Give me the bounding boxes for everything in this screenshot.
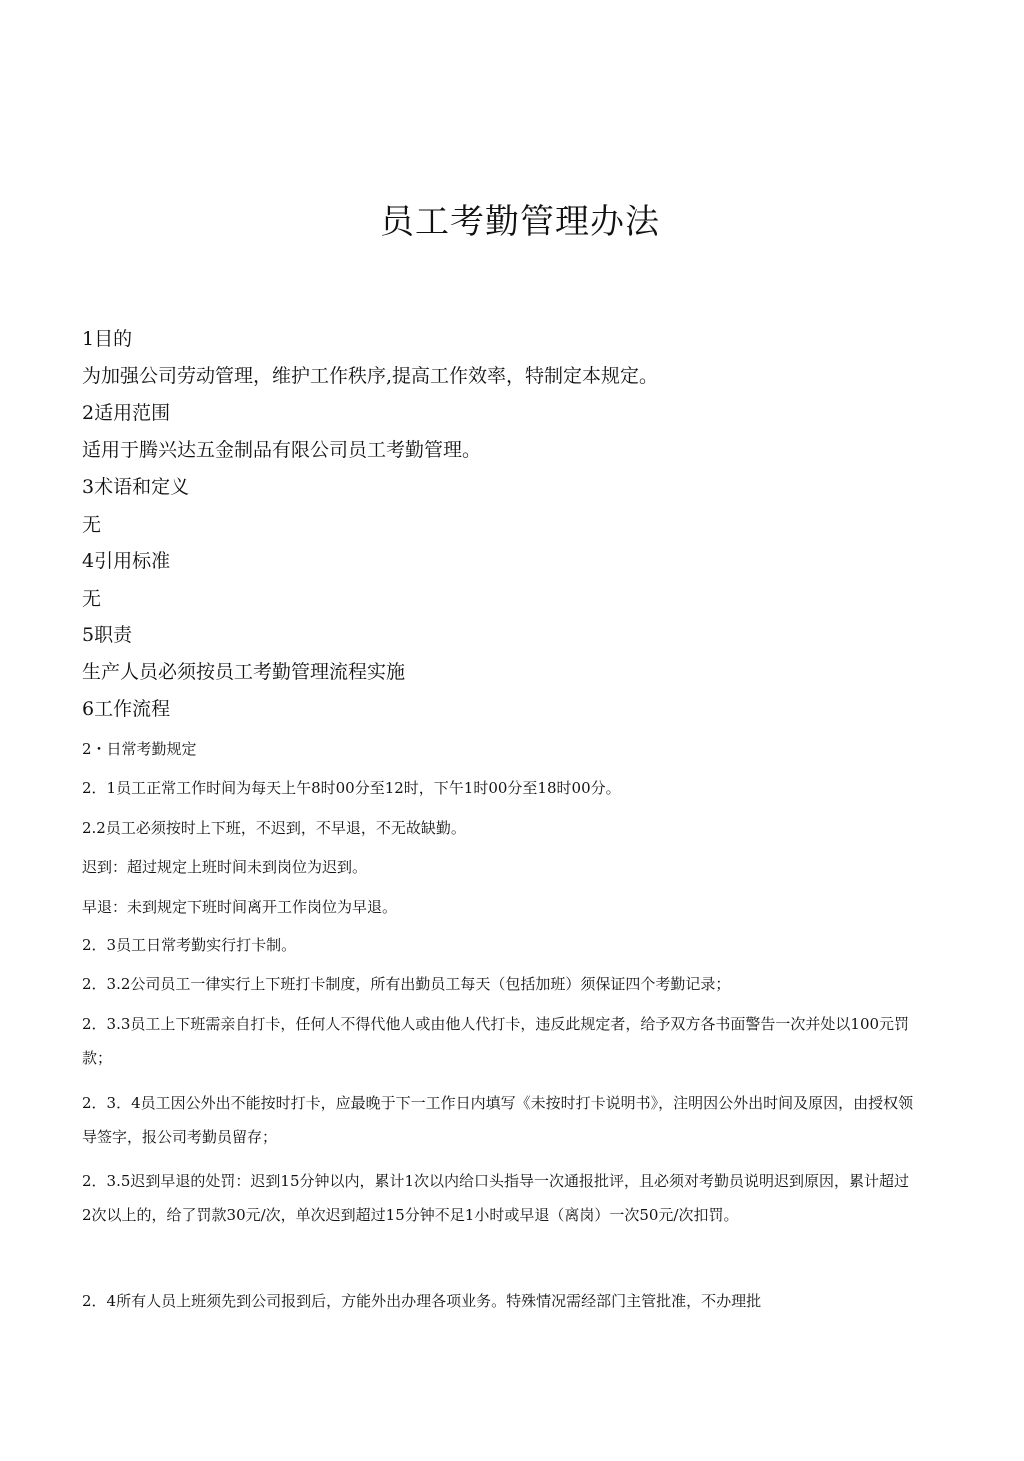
section-heading-duties: 5职责 [82, 624, 133, 646]
section-body-references: 无 [82, 588, 102, 610]
section-heading-scope: 2适用范围 [82, 402, 171, 424]
rule-clock-records: 2．3.2公司员工一律实行上下班打卡制度，所有出勤员工每天（包括加班）须保证四个考勤记录； [82, 975, 731, 993]
rule-late-penalty: 2．3.5迟到早退的处罚：迟到15分钟以内，累计1次以内给口头指导一次通报批评，且必须对考勤员说明迟到原因，累计超过2次以上的，给了罚款30元/次，单次迟到超过15分钟不足1小时或早退（离岗）一次50元/次扣罚。 [82, 1172, 910, 1224]
rule-work-hours: 2．1员工正常工作时间为每天上午8时00分至12时，下午1时00分至18时00分。 [82, 779, 621, 797]
section-body-duties: 生产人员必须按员工考勤管理流程实施 [82, 661, 406, 683]
rule-business-trip-clock: 2．3．4员工因公外出不能按时打卡，应最晚于下一工作日内填写《未按时打卡说明书》，注明因公外出时间及原因，由授权领导签字，报公司考勤员留存； [82, 1094, 914, 1146]
section-heading-references: 4引用标准 [82, 550, 171, 572]
definition-early-leave: 早退：未到规定下班时间离开工作岗位为早退。 [82, 898, 398, 916]
section-body-purpose: 为加强公司劳动管理，维护工作秩序,提高工作效率，特制定本规定。 [82, 365, 659, 387]
section-heading-purpose: 1目的 [82, 328, 133, 350]
rule-report-before-outing: 2．4所有人员上班须先到公司报到后，方能外出办理各项业务。特殊情况需经部门主管批准，不办理批 [82, 1292, 762, 1310]
section-body-scope: 适用于腾兴达五金制品有限公司员工考勤管理。 [82, 439, 482, 461]
rule-punctuality: 2.2员工必须按时上下班，不迟到，不早退，不无故缺勤。 [82, 819, 466, 837]
section-body-terms: 无 [82, 514, 102, 536]
rule-daily-attendance: 2・日常考勤规定 [82, 740, 197, 758]
document-title: 员工考勤管理办法 [380, 202, 660, 242]
section-heading-terms: 3术语和定义 [82, 476, 190, 498]
section-heading-workflow: 6工作流程 [82, 698, 171, 720]
rule-clock-in-system: 2．3员工日常考勤实行打卡制。 [82, 936, 297, 954]
definition-late: 迟到：超过规定上班时间未到岗位为迟到。 [82, 858, 368, 876]
rule-personal-clock-in: 2．3.3员工上下班需亲自打卡，任何人不得代他人或由他人代打卡，违反此规定者，给予双方各书面警告一次并处以100元罚款； [82, 1015, 910, 1067]
